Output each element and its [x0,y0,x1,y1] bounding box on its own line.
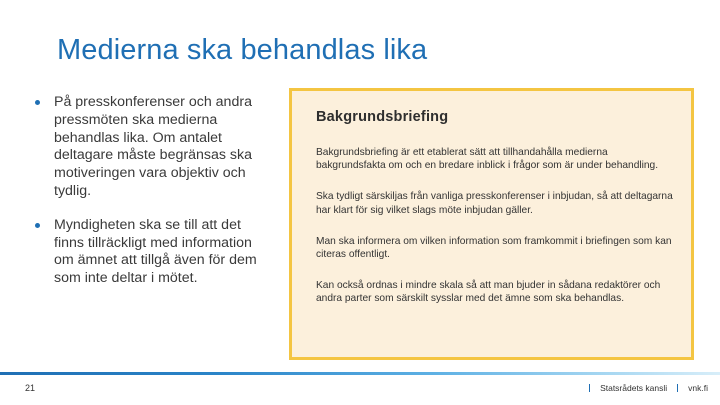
footer-branding [589,383,708,393]
bullet-item [34,94,270,201]
box-paragraph: Ska tydligt särskiljas från vanliga presskonferenser i inbjudan, så att deltagarna har klart för sig vilket slags möte inbjudan gäller. [316,191,673,216]
footer-site-link[interactable]: vnk.fi [688,383,708,393]
box-paragraph: Man ska informera om vilken information som framkommit i briefingen som kan citeras offentligt. [316,235,672,261]
bullet-item [34,217,270,288]
bullet-text: På presskonferenser och andra pressmöten ska medierna behandlas lika. Om antalet deltagare måste begränsas ska motiveringen vara objektiv och tydlig. [54,94,252,199]
bullet-dot-icon [35,100,40,105]
background-briefing-box [289,88,694,360]
slide-title: Medierna ska behandlas lika [57,34,428,66]
bullet-list [34,94,270,288]
footer-separator [677,384,678,392]
box-paragraph: Kan också ordnas i mindre skala så att man bjuder in sådana redaktörer och andra parter som särskilt sysslar med det ämne som ska behandlas. [316,280,661,305]
box-heading: Bakgrundsbriefing [316,109,449,125]
bullet-dot-icon [35,223,40,228]
box-paragraph: Bakgrundsbriefing är ett etablerat sätt att tillhandahålla medierna bakgrundsfakta om och en bredare inblick i frågor som är under behandling. [316,147,659,172]
footer-org: Statsrådets kansli [600,383,668,393]
footer-separator [589,384,590,392]
footer-divider [0,372,720,375]
bullet-text: Myndigheten ska se till att det finns tillräckligt med information om ämnet att tillgå även för dem som inte deltar i mötet. [54,216,257,287]
page-number: 21 [25,383,36,393]
